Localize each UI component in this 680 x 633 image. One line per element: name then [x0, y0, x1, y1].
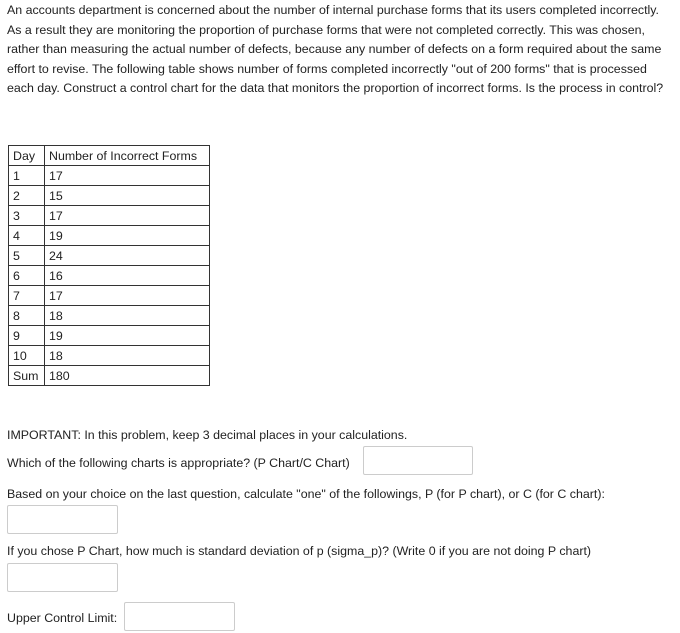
sigma-p-input[interactable] — [7, 563, 118, 592]
table-row — [9, 306, 210, 326]
table-sum-row — [9, 366, 210, 386]
count-cell: 18 — [45, 306, 210, 326]
sum-label: Sum — [9, 366, 45, 386]
day-cell: 1 — [9, 166, 45, 186]
day-cell: 7 — [9, 286, 45, 306]
day-cell: 4 — [9, 226, 45, 246]
count-cell: 19 — [45, 326, 210, 346]
table-header-row — [9, 146, 210, 166]
p-or-c-input[interactable] — [7, 505, 118, 534]
day-cell: 10 — [9, 346, 45, 366]
sum-value: 180 — [45, 366, 210, 386]
p-or-c-question: Based on your choice on the last question, calculate "one" of the followings, P (for P chart), or C (for C chart): — [7, 487, 605, 501]
table-row — [9, 226, 210, 246]
table-row — [9, 286, 210, 306]
header-incorrect-forms: Number of Incorrect Forms — [45, 146, 210, 166]
problem-text: An accounts department is concerned about the number of internal purchase forms that its users completed incorrectly. As a result they are monitoring the proportion of purchase forms that were not completed correctly. This was chosen, rather than measuring the actual number of defects, because any number of defects on a form required about the same effort to revise. The following table shows number of forms completed incorrectly "out of 200 forms" that is processed each day. Construct a control chart for the data that monitors the proportion of incorrect forms. Is the process in control? — [7, 3, 664, 96]
day-cell: 2 — [9, 186, 45, 206]
table-row — [9, 246, 210, 266]
day-cell: 6 — [9, 266, 45, 286]
day-cell: 5 — [9, 246, 45, 266]
ucl-label: Upper Control Limit: — [7, 611, 118, 625]
table-row — [9, 326, 210, 346]
day-cell: 8 — [9, 306, 45, 326]
count-cell: 17 — [45, 286, 210, 306]
chart-type-question: Which of the following charts is appropriate? (P Chart/C Chart) — [7, 456, 350, 470]
ucl-input[interactable] — [124, 602, 235, 631]
important-note: IMPORTANT: In this problem, keep 3 decimal places in your calculations. — [7, 428, 408, 442]
header-day: Day — [9, 146, 45, 166]
table-row — [9, 206, 210, 226]
chart-type-input[interactable] — [363, 446, 473, 475]
day-cell: 9 — [9, 326, 45, 346]
count-cell: 15 — [45, 186, 210, 206]
day-cell: 3 — [9, 206, 45, 226]
count-cell: 17 — [45, 206, 210, 226]
table-row — [9, 346, 210, 366]
sigma-p-question: If you chose P Chart, how much is standard deviation of p (sigma_p)? (Write 0 if you are not doing P chart) — [7, 544, 592, 558]
count-cell: 18 — [45, 346, 210, 366]
table-row — [9, 266, 210, 286]
incorrect-forms-table — [8, 145, 210, 386]
count-cell: 24 — [45, 246, 210, 266]
table-row — [9, 186, 210, 206]
count-cell: 16 — [45, 266, 210, 286]
table-row — [9, 166, 210, 186]
count-cell: 19 — [45, 226, 210, 246]
count-cell: 17 — [45, 166, 210, 186]
